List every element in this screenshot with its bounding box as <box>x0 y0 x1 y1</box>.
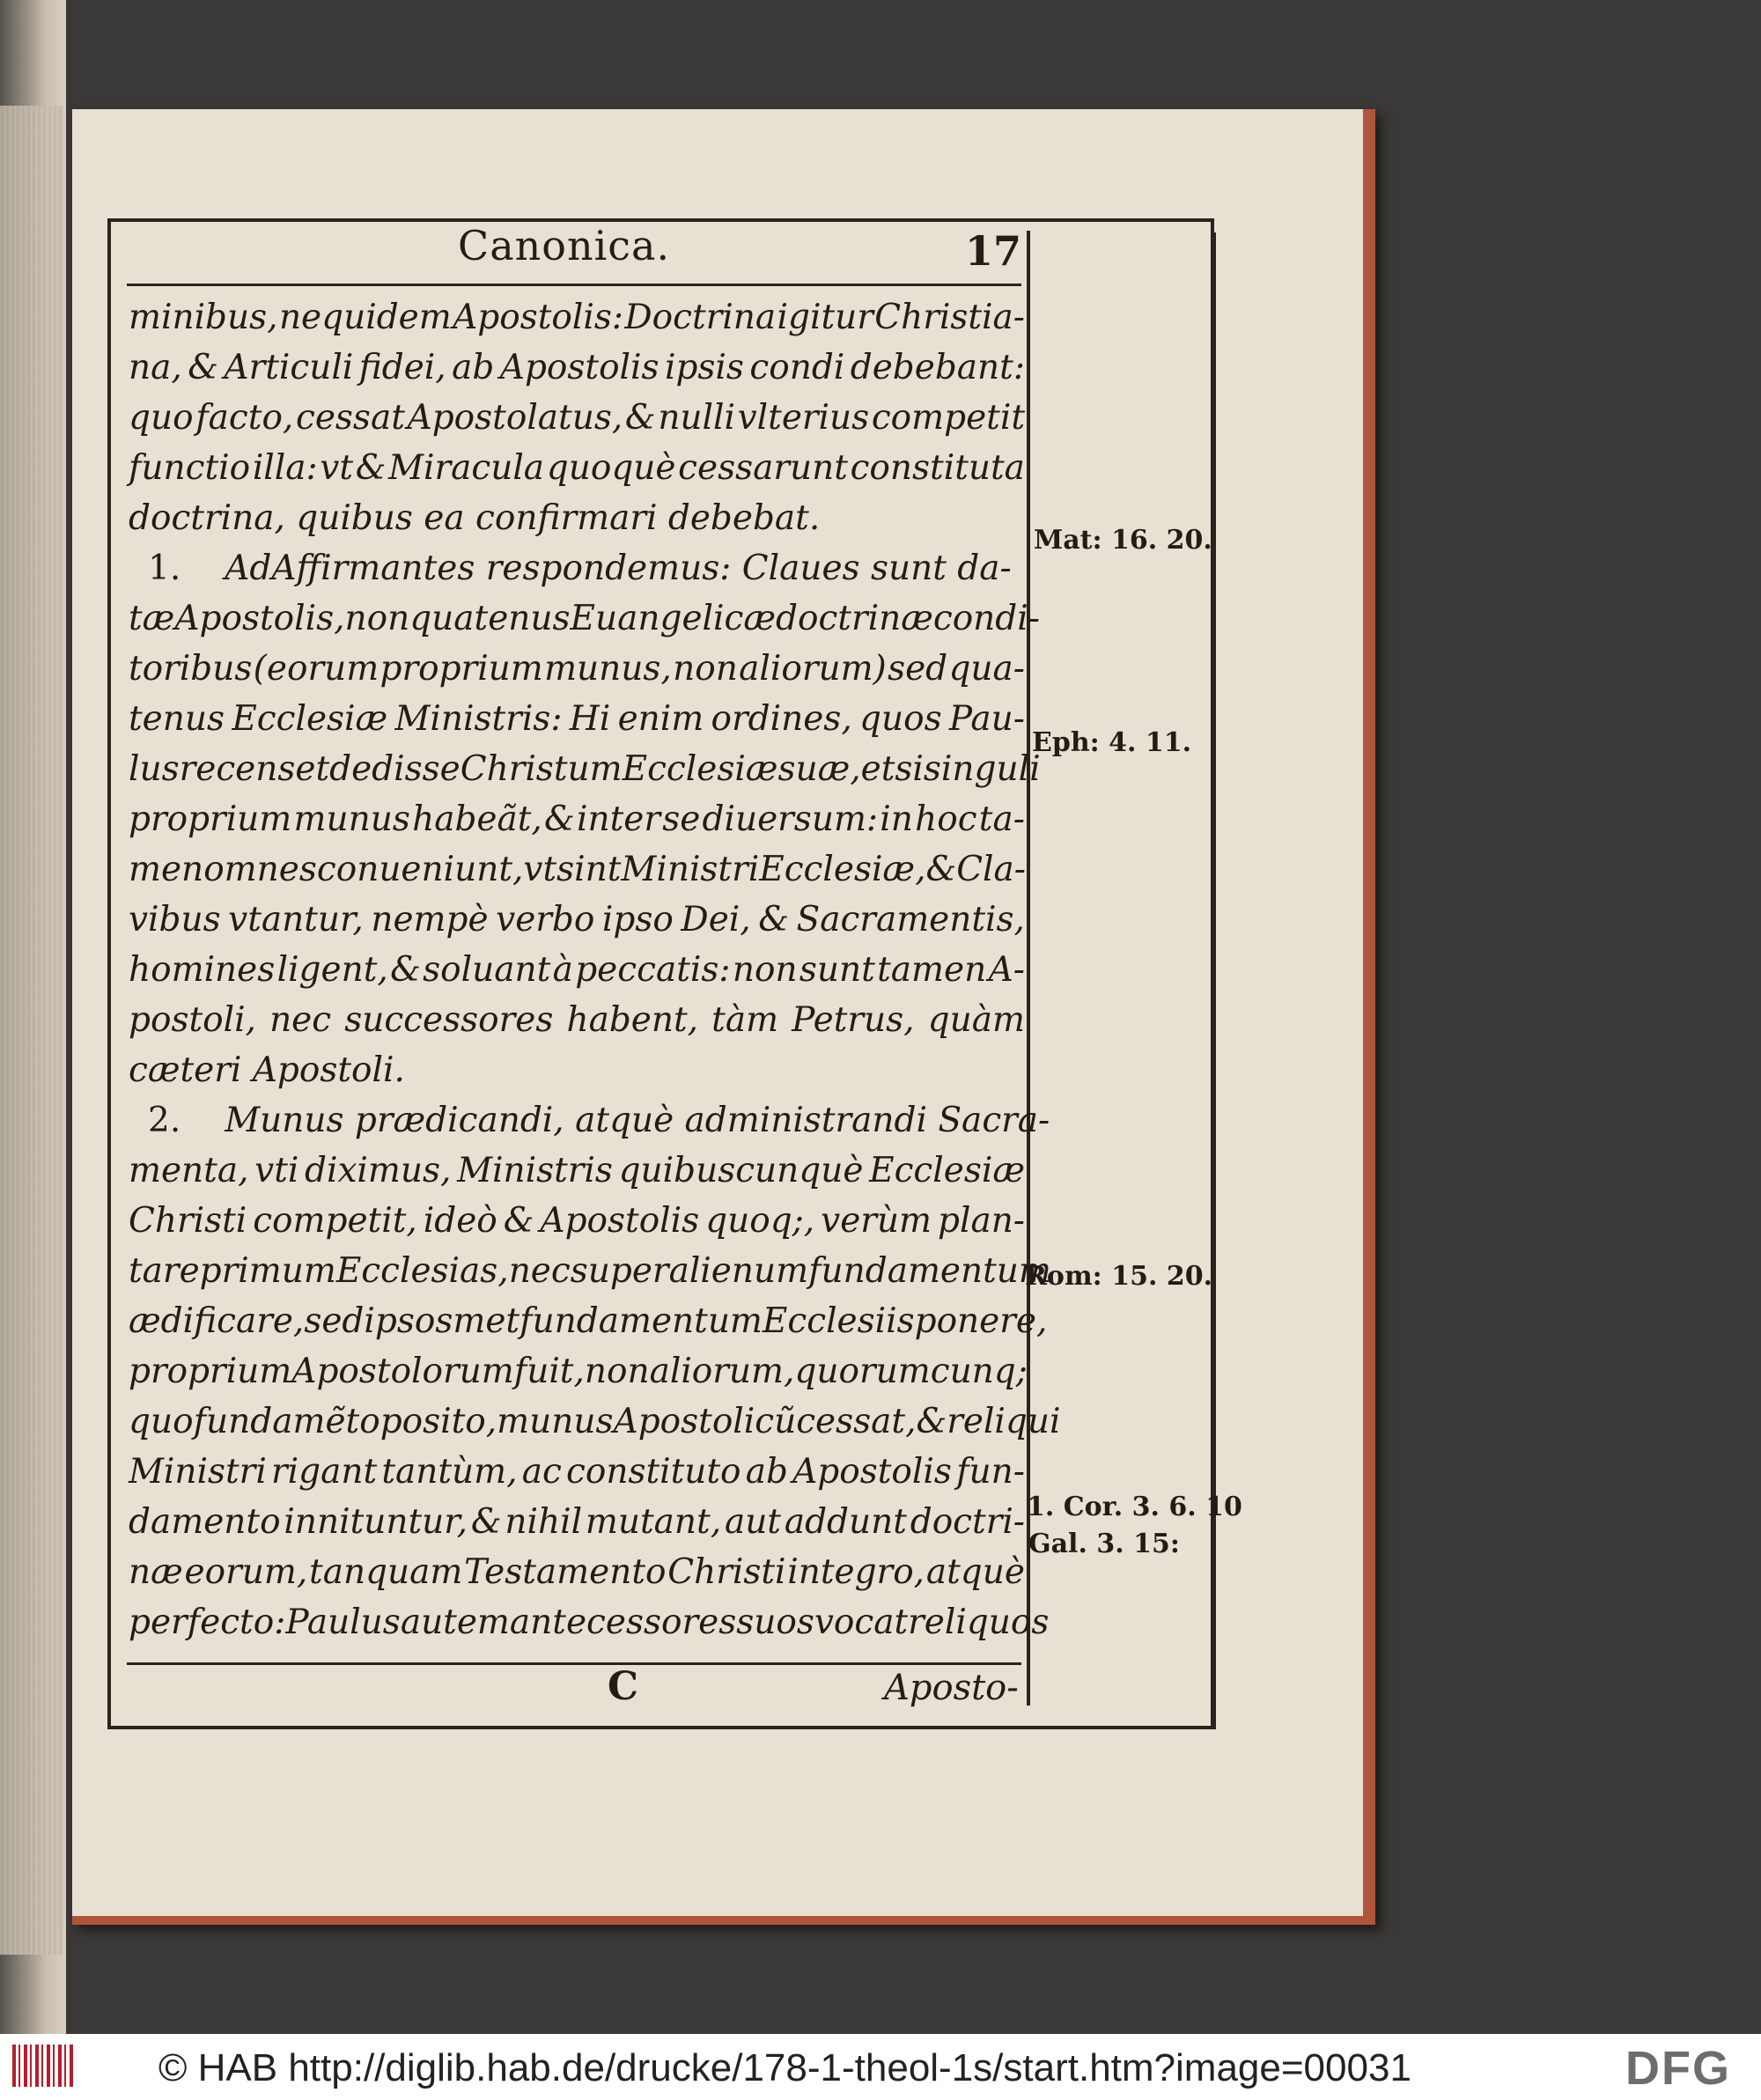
word: alienum <box>668 1251 809 1291</box>
word: & <box>925 850 957 889</box>
word: quibuscunquè <box>618 1151 864 1190</box>
word: tàm <box>711 1000 779 1040</box>
word: Apostolis <box>540 1201 700 1241</box>
word: Petrus, <box>792 1000 915 1040</box>
word: verùm <box>821 1201 932 1241</box>
word: ab <box>745 1452 788 1492</box>
signature-mark: C <box>608 1664 639 1709</box>
running-head: Canonica. <box>458 222 671 269</box>
word: suos <box>736 1603 814 1642</box>
word: condi- <box>932 599 1040 638</box>
word: peccatis: <box>575 950 731 990</box>
word: aliorum, <box>649 1352 795 1391</box>
text-line <box>129 945 1025 995</box>
word: integro, <box>787 1552 925 1592</box>
word: & <box>188 348 218 387</box>
margin-note: Mat: 16. 20. <box>1034 525 1212 556</box>
word: vt <box>320 448 354 488</box>
dfg-logo: DFG <box>1625 2042 1731 2095</box>
word: minibus, <box>129 298 278 337</box>
footer-rule <box>127 1662 1021 1665</box>
text-line: doctrina, quibus ea confirmari debebat. <box>129 498 821 538</box>
paragraph-2-first-line <box>129 1095 1050 1146</box>
word: Euangelicæ <box>570 599 776 638</box>
word: Christi <box>129 1201 247 1241</box>
text-line <box>129 1396 1061 1447</box>
word: rigant <box>271 1452 378 1492</box>
word: munus <box>293 799 410 839</box>
word: men <box>129 850 204 889</box>
word: quo <box>129 398 194 438</box>
word: Apostolis: <box>453 298 623 337</box>
word: sint <box>556 850 622 889</box>
word: ipsis <box>664 348 744 387</box>
text-line <box>129 1547 1025 1597</box>
word: debebant: <box>850 348 1025 387</box>
word: tæ <box>129 599 175 638</box>
word: soluant <box>423 950 551 990</box>
word: ac <box>521 1452 562 1492</box>
text-line: AdAffirmantes respondemus: Claues sunt da- <box>225 549 1012 588</box>
word: & <box>503 1201 534 1241</box>
page-stack <box>0 106 63 1955</box>
word: autem <box>400 1603 510 1642</box>
text-line <box>129 443 1025 493</box>
word: habent, <box>566 1000 699 1040</box>
word: se <box>662 799 701 839</box>
text-line <box>129 343 1025 393</box>
word: conueniunt, <box>316 850 524 889</box>
word: Apostolis <box>499 348 659 387</box>
word: ipso <box>601 900 674 939</box>
word: munus, <box>544 649 672 689</box>
paragraph-1-first-line <box>129 543 1025 593</box>
page-number: 17 <box>965 227 1022 275</box>
word: reliquos <box>908 1603 1050 1642</box>
word: singuli <box>923 749 1041 789</box>
word: doctri- <box>910 1502 1025 1542</box>
word: A- <box>988 950 1025 990</box>
word: etsi <box>860 749 924 789</box>
word: condi <box>749 348 845 387</box>
word: mutant, <box>585 1502 722 1542</box>
word: aut <box>724 1502 781 1542</box>
word: ponere, <box>914 1301 1048 1341</box>
word: ab <box>452 348 495 387</box>
word: damento <box>129 1502 281 1542</box>
word: facto, <box>195 398 294 438</box>
word: fuit, <box>513 1352 585 1391</box>
word: & <box>624 398 656 438</box>
footer-bar <box>0 2034 1761 2100</box>
text-line <box>129 1246 1051 1296</box>
word: tantùm, <box>381 1452 518 1492</box>
word: vt <box>523 850 557 889</box>
word: fundamentum <box>519 1301 763 1341</box>
word: non <box>732 950 798 990</box>
word: fundamentum <box>808 1251 1051 1291</box>
word: quoq;, <box>705 1201 815 1241</box>
word: proprium <box>379 649 543 689</box>
word: ipsosmet <box>364 1301 520 1341</box>
text-line <box>129 1346 1028 1396</box>
word: cessarunt <box>678 448 848 488</box>
word: nempè <box>371 900 489 939</box>
word: eorum, <box>184 1552 308 1592</box>
word: Cla- <box>956 850 1026 889</box>
word: constituto <box>566 1452 741 1492</box>
word: cessat, <box>796 1402 917 1441</box>
text-line <box>129 794 1025 844</box>
word: (eorum <box>253 649 379 689</box>
word: tanquam <box>309 1552 463 1592</box>
text-line <box>129 1146 1025 1196</box>
word: quo <box>129 1402 194 1441</box>
footer-credit-link[interactable]: © HAB http://diglib.hab.de/drucke/178-1-theol-1s/start.htm?image=00031 <box>158 2046 1411 2089</box>
word: successores <box>344 1000 554 1040</box>
word: habeãt, <box>412 799 542 839</box>
word: Miracula <box>388 448 545 488</box>
word: non <box>344 599 410 638</box>
text-line <box>129 292 1025 343</box>
word: & <box>470 1502 502 1542</box>
word: proprium <box>129 1352 292 1391</box>
word: suæ, <box>777 749 861 789</box>
text-line <box>129 1597 1050 1647</box>
word: Doctrina <box>624 298 777 337</box>
word: nihil <box>505 1502 583 1542</box>
word: menta, <box>129 1151 249 1190</box>
word: Ecclesiæ <box>232 699 388 739</box>
word: atquè <box>925 1552 1025 1592</box>
word: Dei, <box>681 900 751 939</box>
word: Christia- <box>874 298 1025 337</box>
word: vti <box>254 1151 299 1190</box>
word: innituntur, <box>284 1502 468 1542</box>
word: Ecclesiis <box>762 1301 915 1341</box>
word: verbo <box>496 900 595 939</box>
word: in <box>880 799 913 839</box>
word: sed <box>888 649 948 689</box>
margin-note: Rom: 15. 20. <box>1025 1261 1213 1292</box>
word: nec <box>508 1251 571 1291</box>
word: diximus, <box>305 1151 452 1190</box>
word: nequidem <box>278 298 452 337</box>
main-text <box>129 292 1061 1647</box>
word: dedisse <box>329 749 461 789</box>
word: nulli <box>658 398 735 438</box>
word: fidei, <box>358 348 446 387</box>
word: posito, <box>379 1402 497 1441</box>
word: quos <box>859 699 942 739</box>
word: qua- <box>948 649 1025 689</box>
word: Ministri <box>129 1452 267 1492</box>
word: non <box>584 1352 650 1391</box>
text-line: cæteri Apostoli. <box>129 1050 405 1090</box>
word: cessat <box>296 398 405 438</box>
word: diuersum: <box>702 799 879 839</box>
text-line <box>129 1497 1025 1547</box>
word: tamen <box>877 950 987 990</box>
margin-note: Gal. 3. 15: <box>1028 1529 1180 1559</box>
word: sunt <box>799 950 875 990</box>
word: munus <box>497 1402 614 1441</box>
word: Apostolatus, <box>407 398 623 438</box>
word: constituta <box>850 448 1025 488</box>
word: Hi <box>569 699 611 739</box>
word: & <box>758 900 789 939</box>
word: Ecclesiæ, <box>759 850 926 889</box>
word: Ecclesiæ <box>622 749 778 789</box>
column-divider <box>1027 231 1030 1706</box>
text-line <box>129 1196 1025 1246</box>
word: perfecto: <box>129 1603 286 1642</box>
word: ta- <box>978 799 1025 839</box>
word: ædificare, <box>129 1301 305 1341</box>
word: Apostolorum <box>291 1352 514 1391</box>
word: vocat <box>814 1603 909 1642</box>
text-line <box>129 393 1025 443</box>
text-line <box>129 895 1025 945</box>
margin-note: Eph: 4. 11. <box>1032 727 1192 758</box>
word: Testamento <box>464 1552 667 1592</box>
word: fun- <box>956 1452 1025 1492</box>
word: quatenus <box>409 599 571 638</box>
word: igitur <box>777 298 873 337</box>
word: proprium <box>129 799 292 839</box>
word: vlterius <box>737 398 870 438</box>
word: primum <box>199 1251 336 1291</box>
barcode-icon <box>12 2045 74 2087</box>
word: Ministris: <box>394 699 563 739</box>
word: competit, <box>253 1201 417 1241</box>
word: Paulus <box>285 1603 401 1642</box>
word: toribus <box>129 649 253 689</box>
word: Ministri <box>621 850 760 889</box>
word: ideò <box>423 1201 497 1241</box>
word: à <box>552 950 573 990</box>
word: illa: <box>252 448 318 488</box>
header-rule <box>127 284 1021 286</box>
word: Ecclesiæ <box>869 1151 1025 1190</box>
word: vibus <box>129 900 221 939</box>
paragraph-number: 2. <box>148 1101 181 1140</box>
word: reliqui <box>947 1402 1061 1441</box>
word: Apostolicũ <box>613 1402 797 1441</box>
text-line <box>129 1447 1025 1497</box>
word: postoli, <box>129 1000 256 1040</box>
word: super <box>570 1251 669 1291</box>
text-line <box>129 995 1025 1045</box>
word: Ministris <box>457 1151 613 1190</box>
word: fundamẽto <box>193 1402 380 1441</box>
word: & <box>390 950 421 990</box>
word: Pau- <box>948 699 1025 739</box>
word: ordines, <box>711 699 852 739</box>
word: lus <box>129 749 180 789</box>
word: tenus <box>129 699 225 739</box>
word: Sacramentis, <box>796 900 1025 939</box>
text-line <box>129 844 1025 895</box>
word: na, <box>129 348 182 387</box>
word: recenset <box>179 749 330 789</box>
text-line <box>129 593 1040 644</box>
word: quàm <box>927 1000 1025 1040</box>
catchword: Aposto- <box>884 1668 1019 1708</box>
word: inter <box>576 799 660 839</box>
word: tare <box>129 1251 200 1291</box>
paragraph-number: 1. <box>148 549 181 588</box>
word: omnes <box>203 850 317 889</box>
word: sed <box>304 1301 365 1341</box>
word: non <box>673 649 738 689</box>
word: Apostolis <box>792 1452 952 1492</box>
text-line <box>129 744 1041 794</box>
word: Articuli <box>224 348 354 387</box>
word: plan- <box>938 1201 1025 1241</box>
word: addunt <box>784 1502 907 1542</box>
margin-note: 1. Cor. 3. 6. 10 <box>1027 1492 1242 1522</box>
text-line <box>129 694 1025 744</box>
word: doctrinæ <box>776 599 933 638</box>
word: Ecclesias, <box>335 1251 509 1291</box>
word: aliorum) <box>739 649 887 689</box>
word: homines <box>129 950 276 990</box>
text-line: Munus prædicandi, atquè administrandi Sacra- <box>225 1101 1050 1140</box>
word: & <box>544 799 575 839</box>
word: quorumcunq; <box>794 1352 1028 1391</box>
word: antecessores <box>509 1603 737 1642</box>
word: Christum <box>460 749 623 789</box>
text-line <box>129 644 1025 694</box>
word: & <box>916 1402 947 1441</box>
word: functio <box>129 448 251 488</box>
word: hoc <box>915 799 977 839</box>
text-line <box>129 1296 1048 1346</box>
word: vtantur, <box>228 900 364 939</box>
word: enim <box>617 699 704 739</box>
word: & <box>355 448 387 488</box>
word: quoquè <box>546 448 676 488</box>
word: næ <box>129 1552 183 1592</box>
word: Apostolis, <box>174 599 345 638</box>
word: Christi <box>667 1552 786 1592</box>
word: nec <box>269 1000 332 1040</box>
word: ligent, <box>276 950 388 990</box>
word: competit <box>871 398 1025 438</box>
